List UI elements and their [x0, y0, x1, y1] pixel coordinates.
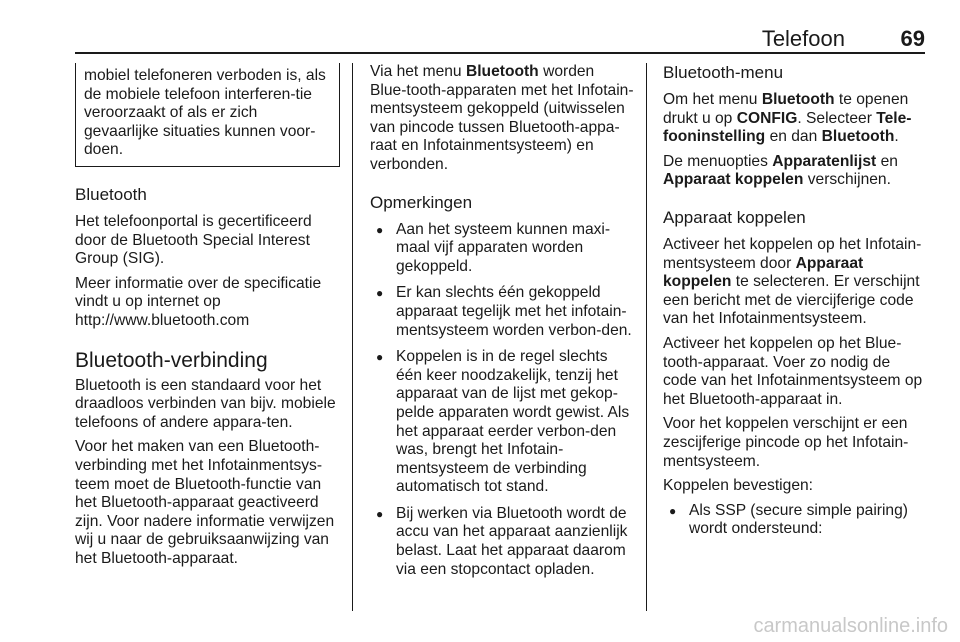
text: en dan: [769, 128, 818, 146]
section-heading-apparaat-koppelen: Apparaat koppelen: [663, 207, 806, 227]
paragraph: [663, 91, 927, 147]
paragraph: Activeer het koppelen op het Blue-tooth-apparaat. Voer zo nodig de code van het Infotainmentsysteem op het Bluetooth-apparaat in.: [663, 334, 923, 408]
bluetooth-url: http://www.bluetooth.com: [75, 311, 250, 329]
paragraph: Voor het maken van een Bluetooth-verbinding met het Infotainmentsys-teem moet de Bluetooth-functie van het Bluetooth-apparaat geactiveerd zijn. Voor nadere informatie verwijzen wij u naar de gebruiksaanwijzing van het Bluetooth-apparaat.: [75, 438, 335, 567]
text: . Selecteer: [797, 109, 872, 127]
section-heading-opmerkingen: Opmerkingen: [370, 192, 473, 212]
paragraph: Bluetooth is een standaard voor het draadloos verbinden van bijv. mobiele telefoons of andere appara-ten.: [75, 376, 336, 431]
paragraph: [370, 63, 634, 175]
menu-term: Apparaat koppelen: [663, 171, 804, 189]
column-2: [370, 63, 634, 587]
notes-list: [370, 221, 634, 580]
button-term: CONFIG: [736, 109, 798, 127]
paragraph: Voor het koppelen verschijnt er een zescijferige pincode op het Infotain-mentsysteem.: [663, 415, 909, 470]
text: De menuopties: [663, 152, 768, 170]
pairing-list: [663, 502, 927, 539]
warning-box: [75, 63, 340, 167]
column-divider-2: [646, 63, 647, 611]
menu-term: Bluetooth: [761, 91, 835, 108]
watermark: carmanualsonline.info: [753, 615, 948, 637]
column-3: [663, 63, 927, 547]
menu-term: Tele-fooninstelling: [663, 109, 912, 146]
menu-term: Apparaat koppelen: [663, 254, 864, 291]
paragraph: Het telefoonportal is gecertificeerd door de Bluetooth Special Interest Group (SIG).: [75, 212, 312, 268]
paragraph: [663, 153, 927, 190]
page-number: 69: [900, 26, 925, 51]
text: Om het menu: [663, 91, 758, 108]
text: verschijnen.: [807, 171, 891, 189]
menu-term: Bluetooth: [821, 128, 895, 146]
text: Via het menu: [370, 63, 462, 80]
list-item: ● Er kan slechts één gekoppeld apparaat tegelijk met het infotain-mentsysteem worden verbon-den.: [370, 284, 634, 340]
text: en: [880, 152, 898, 170]
text: te openen drukt u op: [663, 91, 909, 127]
warning-box-text: mobiel telefoneren verboden is, als de mobiele telefoon interferen-tie veroorzaakt of als er zich gevaarlijke situaties kunnen voor-doen.: [84, 67, 326, 159]
list-item: ● Bij werken via Bluetooth wordt de accu van het apparaat aanzienlijk belast. Laat het apparaat daarom via een stopcontact opladen.: [370, 505, 634, 579]
menu-term: Bluetooth: [465, 63, 539, 80]
text: worden Blue-tooth-apparaten met het Infotain-mentsysteem gekoppeld (uitwisselen van pincode tussen Bluetooth-appa-raat en Infotainmentsysteem) en verbonden.: [370, 63, 634, 173]
list-item: ● Als SSP (secure simple pairing) wordt ondersteund:: [663, 502, 927, 539]
menu-term: Apparatenlijst: [772, 152, 877, 170]
page-title: Telefoon: [761, 26, 845, 51]
text: .: [894, 128, 899, 146]
header-rule: [75, 52, 925, 54]
column-divider-1: [352, 63, 353, 611]
paragraph-text: Meer informatie over de specificatie vindt u op internet op: [75, 274, 322, 311]
section-heading-bluetooth: Bluetooth: [75, 184, 147, 204]
list-item: ● Koppelen is in de regel slechts één keer noodzakelijk, tenzij het apparaat van de lijst met gekop-pelde apparaten wordt gewist. Als het apparaat eerder verbon-den was, brengt het Infotain-mentsysteem de verbinding automatisch tot stand.: [370, 348, 634, 497]
text: Activeer het koppelen op het Infotain-mentsysteem door: [663, 235, 922, 272]
section-heading-bluetooth-menu: Bluetooth-menu: [663, 63, 784, 82]
paragraph: [75, 275, 340, 331]
text: te selecteren. Er verschijnt een bericht met de viercijferige code van het Infotainmentsysteem.: [663, 273, 920, 328]
paragraph: Koppelen bevestigen:: [663, 477, 813, 495]
paragraph: [663, 236, 927, 329]
column-1: [75, 63, 340, 574]
list-item: ● Aan het systeem kunnen maxi-maal vijf apparaten worden gekoppeld.: [370, 221, 634, 277]
section-heading-bluetooth-verbinding: Bluetooth-verbinding: [75, 348, 268, 372]
